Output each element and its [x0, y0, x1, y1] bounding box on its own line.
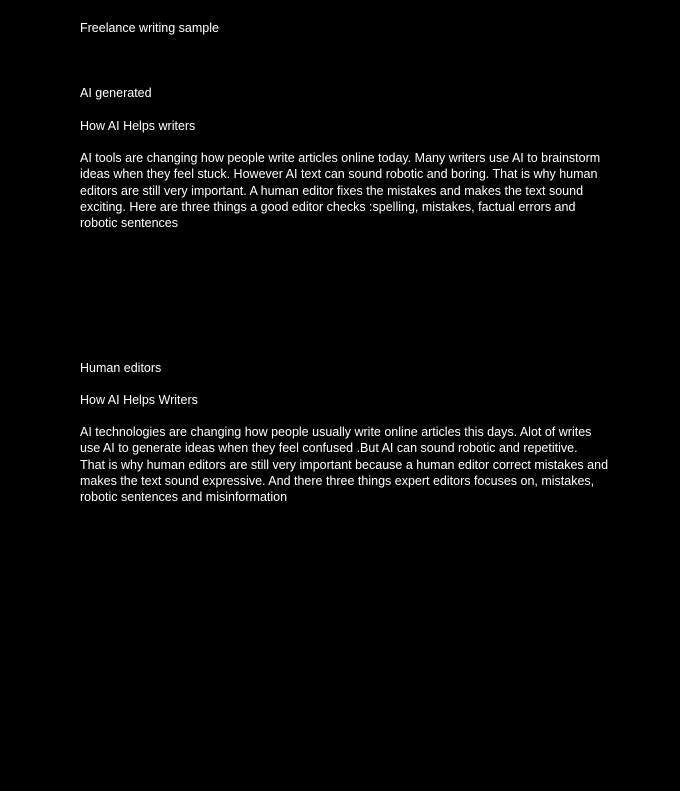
paragraph-line: robotic sentences and misinformation [80, 490, 288, 505]
human-section-label: Human editors [80, 361, 162, 375]
ai-section-label: AI generated [80, 86, 152, 100]
ai-section-heading: How AI Helps writers [80, 119, 196, 133]
document-title: Freelance writing sample [80, 21, 219, 35]
paragraph-line: exciting. Here are three things a good editor checks :spelling, mistakes, factual errors and [80, 199, 576, 214]
human-section-heading: How AI Helps Writers [80, 393, 198, 407]
paragraph-line: use AI to generate ideas when they feel confused .But AI can sound robotic and repetitive. [80, 441, 578, 456]
paragraph-line: editors are still very important. A human editor fixes the mistakes and makes the text sound [80, 183, 584, 198]
human-section-paragraph [80, 424, 610, 505]
paragraph-line: makes the text sound expressive. And there three things expert editors focuses on, mistakes, [80, 473, 595, 488]
paragraph-line: robotic sentences [80, 216, 178, 231]
paragraph-line: AI technologies are changing how people usually write online articles this days. Alot of writes [80, 425, 592, 439]
paragraph-line: That is why human editors are still very important because a human editor correct mistakes and [80, 457, 609, 472]
paragraph-line: ideas when they feel stuck. However AI text can sound robotic and boring. That is why human [80, 167, 598, 182]
paragraph-line: AI tools are changing how people write articles online today. Many writers use AI to brainstorm [80, 151, 601, 165]
ai-section-paragraph [80, 150, 610, 231]
